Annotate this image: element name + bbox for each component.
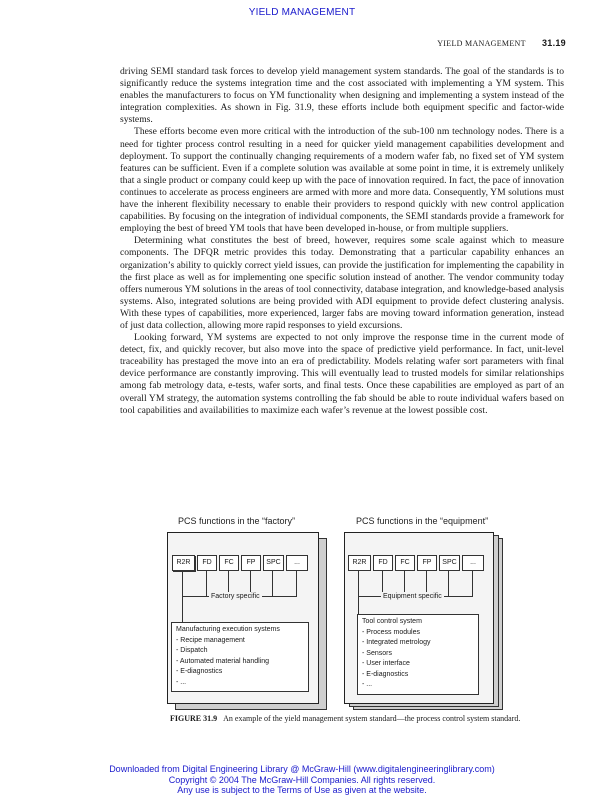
- left-system-box: [171, 622, 309, 692]
- right-system-title: Tool control system: [362, 618, 422, 625]
- left-system-item: - Recipe management: [176, 636, 245, 644]
- paragraph: Determining what constitutes the best of breed, however, requires some scale against which to measure components. The DFQR metric provides this today. Demonstrating that a particular capability enhances an organization’s ability to quickly correct yield issues, can provide the justification for implementing the capability in the first place as well as for implementing one specific solution instead of another. The vendor community today offers numerous YM solutions in the areas of tool connectivity, database integration, and knowledge-based analysis systems. Also, integrated solutions are being provided with ADI equipment to provide defect clustering analysis. With these types of capabilities, more experienced, larger fabs are moving toward information generation, instead of just data collection, allowing more rapid responses to yield excursions.: [120, 235, 564, 331]
- right-system-item: - Process modules: [362, 628, 420, 636]
- left-bus-label: Factory specific: [211, 593, 260, 600]
- connector: [358, 570, 359, 596]
- left-system-item: - Automated material handling: [176, 657, 269, 665]
- footer-copyright: Copyright © 2004 The McGraw-Hill Companies. All rights reserved.: [168, 774, 436, 785]
- right-module-fd: FD: [373, 555, 393, 571]
- right-system-item: - ...: [362, 681, 373, 688]
- right-module-more: ...: [462, 555, 484, 571]
- right-module-fp: FP: [417, 555, 437, 571]
- left-module-fp: FP: [241, 555, 261, 571]
- paragraph: driving SEMI standard task forces to develop yield management system standards. The goal of the standards is to significantly reduce the systems integration time and the cost associated with implementing a YM system. This enables the manufacturers to focus on YM functionality when designing and implementing a system instead of the integration complexities. As shown in Fig. 31.9, these efforts include both equipment specific and factor-wide systems.: [120, 66, 564, 126]
- right-diagram-title: PCS functions in the “equipment”: [356, 516, 489, 526]
- connector: [296, 570, 297, 596]
- running-head: [120, 38, 566, 48]
- left-diagram-title: PCS functions in the “factory”: [178, 516, 296, 526]
- connector: [182, 596, 183, 622]
- figure-caption-label: FIGURE 31.9: [170, 714, 218, 723]
- connector: [358, 596, 359, 614]
- figure-caption: [170, 714, 550, 724]
- connector: [448, 570, 449, 596]
- left-module-fd: FD: [197, 555, 217, 571]
- figure-caption-text: An example of the yield management system standard—the process control system standard.: [223, 714, 521, 723]
- running-head-title: YIELD MANAGEMENT: [437, 39, 526, 48]
- right-system-item: - Integrated metrology: [362, 639, 431, 646]
- page-number: 31.19: [541, 38, 566, 48]
- connector: [182, 570, 183, 596]
- footer-terms-link[interactable]: Any use is subject to the Terms of Use as given at the website.: [177, 785, 427, 795]
- footer: [0, 764, 604, 796]
- left-system-item: - ...: [176, 678, 187, 686]
- paragraph: These efforts become even more critical with the introduction of the sub-100 nm technology nodes. There is a need for tighter process control resulting in a need for quicker yield management capabilities development and deployment. To support the continually changing requirements of a modern wafer fab, no fixed set of YM system features can be sufficient. Even if a complete solution was available at some point in time, it is extremely unlikely that a single product or company could keep up with the pace of innovation required. In fact, the pace of innovation continues to accelerate as process engineers are armed with more and more data. Consequently, YM solutions must have the inherent flexibility necessary to enable their providers to respond quickly with new control application capabilities. By focusing on the integration of individual components, the SEMI standards provide a framework for employing the best of breed YM tools that have been developed in-house, or from multiple suppliers.: [120, 126, 564, 235]
- right-system-item: - E-diagnostics: [362, 670, 409, 678]
- left-module-fc: FC: [219, 555, 239, 571]
- right-system-item: - User interface: [362, 660, 410, 667]
- right-system-item: - Sensors: [362, 649, 392, 657]
- connector: [206, 570, 207, 596]
- footer-download-link[interactable]: Downloaded from Digital Engineering Library @ McGraw-Hill (www.digitalengineeringlibrary.com): [109, 764, 495, 774]
- right-module-spc: SPC: [439, 555, 460, 571]
- body-text: [120, 66, 564, 417]
- left-module-spc: SPC: [263, 555, 284, 571]
- left-module-r2r: R2R: [172, 555, 195, 571]
- right-module-fc: FC: [395, 555, 415, 571]
- left-system-title: Manufacturing execution systems: [176, 626, 280, 633]
- right-module-r2r: R2R: [348, 555, 371, 571]
- top-banner: YIELD MANAGEMENT: [248, 7, 356, 18]
- left-system-item: - Dispatch: [176, 647, 208, 654]
- right-bus-label: Equipment specific: [383, 593, 442, 600]
- left-system-item: - E-diagnostics: [176, 668, 223, 675]
- connector: [272, 570, 273, 596]
- right-system-box: [357, 614, 479, 695]
- connector: [472, 570, 473, 596]
- left-module-more: ...: [286, 555, 308, 571]
- paragraph: Looking forward, YM systems are expected to not only improve the response time in the current mode of detect, fix, and quickly recover, but also move into the space of predictive yield performance. In fact, unit-level traceability has prestaged the move into an era of predictability. Models relating wafer sort parameters with final device performance are constantly improving. This will eventually lead to trusted models for similar relationships among fab metrology data, e-tests, wafer sorts, and final tests. Once these capabilities are employed as part of an overall YM strategy, the automation systems controlling the fab should be able to route individual wafers based on tool capabilities and availabilities to maximize each wafer’s revenue at the lowest possible cost.: [120, 332, 564, 416]
